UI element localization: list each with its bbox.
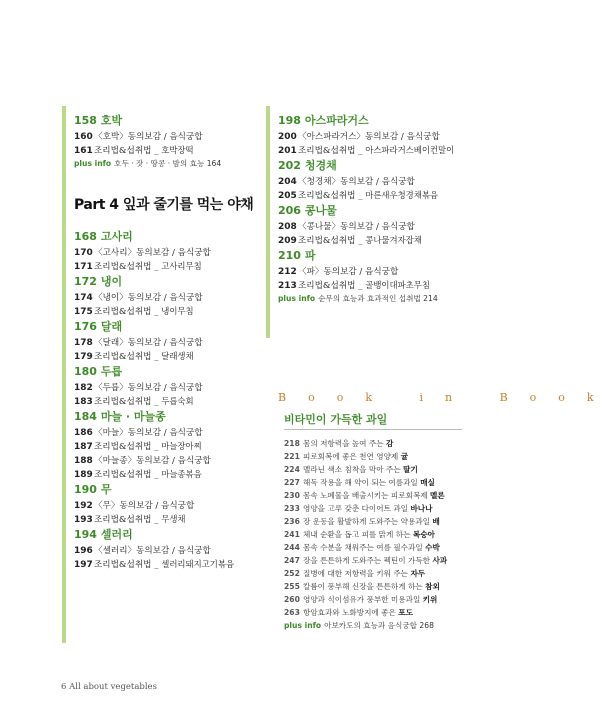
section-title: 아스파라거스	[304, 114, 369, 127]
section-page-number: 176	[74, 320, 97, 333]
fruit-page-number: 224	[284, 465, 300, 474]
entry-text: 조리법&섭취법 _	[94, 352, 162, 362]
entry-page-number: 213	[278, 281, 297, 291]
entry-page-number: 170	[74, 248, 93, 258]
fruit-description: 해독 작용을 해 약이 되는 여름과일	[303, 478, 421, 487]
book-in-book-list	[284, 437, 464, 632]
entry-text: 조리법&섭취법 _	[298, 146, 366, 156]
entry-text: 조리법&섭취법 _	[94, 560, 162, 570]
toc-entry	[74, 543, 262, 557]
entry-text: 〈마늘〉동의보감 / 음식궁합	[94, 428, 203, 438]
entry-page-number: 192	[74, 501, 93, 511]
fruit-description: 피로회복에 좋은 천연 영양제	[303, 452, 401, 461]
toc-section	[266, 202, 466, 247]
toc-entry	[278, 278, 466, 292]
entry-page-number: 187	[74, 442, 93, 452]
entry-text: 조리법&섭취법 _	[298, 236, 366, 246]
entry-page-number: 201	[278, 146, 297, 156]
fruit-name: 배	[432, 517, 440, 526]
entry-recipe-name: 무생채	[161, 514, 186, 524]
entry-text: 〈무〉동의보감 / 음식궁합	[94, 501, 195, 511]
fruit-description: 멜라닌 색소 침착을 막아 주는	[303, 465, 404, 474]
fruit-entry	[284, 541, 464, 554]
toc-section	[62, 318, 262, 363]
section-title: 고사리	[100, 230, 133, 243]
entry-recipe-name: 두릅숙회	[161, 396, 194, 406]
fruit-page-number: 221	[284, 452, 300, 461]
entry-page-number: 204	[278, 177, 297, 187]
section-heading	[278, 157, 466, 171]
toc-section	[266, 157, 466, 202]
section-title: 무	[100, 483, 112, 496]
section-page-number: 210	[278, 249, 301, 262]
book-in-book-plus-info	[284, 619, 464, 632]
fruit-description: 장을 튼튼하게 도와주는 펙틴이 가득한	[303, 556, 433, 565]
fruit-description: 영양을 고루 갖춘 다이어트 과일	[303, 504, 411, 513]
plus-info-tag: plus info	[284, 621, 322, 630]
entry-text: 〈셀러리〉동의보감 / 음식궁합	[94, 546, 211, 556]
fruit-description: 칼륨이 풍부해 신장을 튼튼하게 하는	[303, 582, 426, 591]
entry-text: 〈청경채〉동의보감 / 음식궁합	[298, 177, 415, 187]
entry-page-number: 196	[74, 546, 93, 556]
left-column	[62, 112, 262, 571]
fruit-name: 바나나	[410, 504, 433, 513]
toc-entry	[278, 233, 466, 247]
entry-text: 조리법&섭취법 _	[94, 515, 162, 525]
toc-entry	[74, 259, 262, 273]
entry-recipe-name: 셀러리돼지고기볶음	[161, 559, 235, 569]
fruit-page-number: 241	[284, 530, 300, 539]
fruit-description: 질병에 대한 저항력을 키워 주는	[303, 569, 411, 578]
fruit-description: 항암효과와 노화방지에 좋은	[303, 608, 399, 617]
entry-page-number: 208	[278, 222, 297, 232]
fruit-description: 체내 순환을 돕고 피를 맑게 하는	[303, 530, 413, 539]
plus-info-tag: plus info	[74, 159, 112, 168]
section-page-number: 172	[74, 275, 97, 288]
entry-page-number: 188	[74, 456, 93, 466]
entry-page-number: 171	[74, 262, 93, 272]
toc-entry	[278, 143, 466, 157]
entry-page-number: 209	[278, 236, 297, 246]
toc-entry	[74, 129, 262, 143]
entry-text: 조리법&섭취법 _	[94, 470, 162, 480]
entry-recipe-name: 고사리무침	[161, 261, 202, 271]
entry-text: 조리법&섭취법 _	[298, 281, 366, 291]
toc-entry	[74, 245, 262, 259]
toc-entry	[278, 174, 466, 188]
plus-info-tag: plus info	[278, 294, 316, 303]
section-heading	[278, 202, 466, 216]
fruit-page-number: 260	[284, 595, 300, 604]
entry-page-number: 197	[74, 560, 93, 570]
fruit-page-number: 227	[284, 478, 300, 487]
fruit-page-number: 247	[284, 556, 300, 565]
toc-entry	[74, 557, 262, 571]
entry-page-number: 205	[278, 191, 297, 201]
fruit-entry	[284, 528, 464, 541]
section-heading	[74, 228, 262, 242]
entry-text: 조리법&섭취법 _	[94, 307, 162, 317]
fruit-page-number: 230	[284, 491, 300, 500]
fruit-description: 몸속 노폐물을 배출시키는 피로회복제	[303, 491, 431, 500]
fruit-description: 몸의 저항력을 높여 주는	[303, 439, 387, 448]
section-title: 마늘 · 마늘종	[100, 410, 166, 423]
toc-entry	[74, 143, 262, 157]
entry-text: 〈냉이〉동의보감 / 음식궁합	[94, 293, 203, 303]
part-title: Part 4 잎과 줄기를 먹는 야채	[74, 197, 254, 213]
entry-recipe-name: 콩나물겨자잡채	[365, 235, 422, 245]
toc-entry	[74, 394, 262, 408]
plus-info-text: 순무의 효능과 효과적인 섭취법 214	[318, 294, 438, 303]
entry-recipe-name: 마늘장아찌	[161, 441, 202, 451]
entry-text: 〈두릅〉동의보감 / 음식궁합	[94, 383, 203, 393]
toc-entry	[74, 335, 262, 349]
plus-info-text: 호두 · 잣 · 땅콩 · 밤의 효능 164	[114, 159, 222, 168]
entry-text: 조리법&섭취법 _	[94, 262, 162, 272]
entry-page-number: 174	[74, 293, 93, 303]
toc-entry	[74, 425, 262, 439]
fruit-name: 귤	[400, 452, 409, 461]
section-page-number: 206	[278, 204, 301, 217]
section-title: 두릅	[100, 365, 123, 378]
toc-section	[62, 112, 262, 157]
section-title: 달래	[100, 320, 123, 333]
section-heading	[74, 526, 262, 540]
section-title: 파	[304, 249, 316, 262]
toc-section	[62, 408, 262, 481]
fruit-name: 딸기	[403, 465, 418, 474]
section-heading	[278, 247, 466, 261]
fruit-entry	[284, 463, 464, 476]
toc-section	[266, 247, 466, 292]
section-title: 호박	[100, 114, 123, 127]
left-plus-info	[62, 157, 262, 170]
toc-entry	[74, 512, 262, 526]
fruit-entry	[284, 489, 464, 502]
toc-entry	[74, 349, 262, 363]
toc-entry	[278, 219, 466, 233]
section-page-number: 158	[74, 114, 97, 127]
toc-entry	[74, 467, 262, 481]
entry-recipe-name: 달래생채	[161, 351, 194, 361]
fruit-name: 키위	[422, 595, 438, 604]
section-page-number: 184	[74, 410, 97, 423]
toc-entry	[74, 439, 262, 453]
fruit-page-number: 218	[284, 439, 300, 448]
left-sections-b	[62, 228, 262, 571]
toc-section	[266, 112, 466, 157]
entry-text: 〈파〉동의보감 / 음식궁합	[298, 267, 399, 277]
entry-page-number: 178	[74, 338, 93, 348]
fruit-entry	[284, 437, 464, 450]
section-heading	[74, 363, 262, 377]
entry-page-number: 200	[278, 132, 297, 142]
page-footer: 6 All about vegetables	[61, 682, 157, 692]
right-plus-info	[266, 292, 466, 305]
fruit-entry	[284, 554, 464, 567]
entry-page-number: 183	[74, 397, 93, 407]
toc-section	[62, 481, 262, 526]
entry-page-number: 186	[74, 428, 93, 438]
fruit-name: 감	[386, 439, 394, 448]
toc-entry	[74, 498, 262, 512]
section-heading	[74, 112, 262, 126]
fruit-page-number: 263	[284, 608, 300, 617]
fruit-page-number: 244	[284, 543, 300, 552]
right-column	[266, 112, 466, 305]
section-title: 셀러리	[100, 528, 133, 541]
toc-entry	[278, 264, 466, 278]
fruit-name: 자두	[410, 569, 426, 578]
entry-recipe-name: 냉이무침	[161, 306, 194, 316]
fruit-name: 사과	[432, 556, 448, 565]
section-page-number: 190	[74, 483, 97, 496]
fruit-page-number: 255	[284, 582, 300, 591]
entry-text: 조리법&섭취법 _	[94, 397, 162, 407]
fruit-entry	[284, 450, 464, 463]
fruit-name: 수박	[425, 543, 440, 552]
fruit-entry	[284, 580, 464, 593]
right-sections	[266, 112, 466, 292]
entry-text: 조리법&섭취법 _	[94, 442, 162, 452]
entry-text: 조리법&섭취법 _	[94, 146, 162, 156]
toc-section	[62, 526, 262, 571]
entry-text: 〈콩나물〉동의보감 / 음식궁합	[298, 222, 415, 232]
fruit-entry	[284, 606, 464, 619]
fruit-name: 매실	[420, 478, 435, 487]
fruit-name: 포도	[398, 608, 413, 617]
entry-page-number: 160	[74, 132, 93, 142]
entry-recipe-name: 아스파라거스베이컨말이	[365, 145, 455, 155]
entry-recipe-name: 골뱅이대파초무침	[365, 280, 430, 290]
toc-entry	[74, 453, 262, 467]
fruit-description: 몸속 수분을 채워주는 여름 필수과일	[303, 543, 426, 552]
entry-text: 〈아스파라거스〉동의보감 / 음식궁합	[298, 132, 440, 142]
section-title: 청경채	[304, 159, 337, 172]
book-in-book-subtitle: 비타민이 가득한 과일	[284, 413, 388, 426]
entry-recipe-name: 마늘종볶음	[161, 469, 202, 479]
section-page-number: 168	[74, 230, 97, 243]
entry-text: 〈마늘종〉동의보감 / 음식궁합	[94, 456, 211, 466]
section-heading	[74, 273, 262, 287]
section-page-number: 180	[74, 365, 97, 378]
entry-page-number: 182	[74, 383, 93, 393]
toc-section	[62, 363, 262, 408]
book-in-book-divider	[284, 429, 462, 430]
fruit-page-number: 236	[284, 517, 300, 526]
entry-page-number: 175	[74, 307, 93, 317]
toc-entry	[74, 304, 262, 318]
toc-entry	[278, 188, 466, 202]
fruit-entry	[284, 567, 464, 580]
book-in-book-title: Book in Book	[278, 391, 616, 404]
entry-text: 〈고사리〉동의보감 / 음식궁합	[94, 248, 211, 258]
section-heading	[74, 481, 262, 495]
section-heading	[74, 408, 262, 422]
plus-info-text: 아보카도의 효능과 음식궁합 268	[324, 621, 434, 630]
toc-section	[62, 273, 262, 318]
section-title: 냉이	[100, 275, 123, 288]
entry-page-number: 189	[74, 470, 93, 480]
section-page-number: 198	[278, 114, 301, 127]
entry-page-number: 179	[74, 352, 93, 362]
entry-text: 〈호박〉동의보감 / 음식궁합	[94, 132, 203, 142]
entry-page-number: 161	[74, 146, 93, 156]
fruit-description: 장 운동을 활발하게 도와주는 약용과일	[303, 517, 433, 526]
toc-section	[62, 228, 262, 273]
toc-entry	[74, 290, 262, 304]
section-page-number: 202	[278, 159, 301, 172]
entry-recipe-name: 호박장떡	[161, 145, 194, 155]
fruit-name: 참외	[425, 582, 440, 591]
fruit-page-number: 233	[284, 504, 300, 513]
section-title: 콩나물	[304, 204, 337, 217]
toc-entry	[74, 380, 262, 394]
fruit-entry	[284, 502, 464, 515]
fruit-page-number: 252	[284, 569, 300, 578]
toc-entry	[278, 129, 466, 143]
section-heading	[74, 318, 262, 332]
entry-recipe-name: 마른새우청경채볶음	[365, 190, 439, 200]
fruit-name: 멜론	[430, 491, 445, 500]
section-page-number: 194	[74, 528, 97, 541]
entry-page-number: 193	[74, 515, 93, 525]
entry-text: 〈달래〉동의보감 / 음식궁합	[94, 338, 203, 348]
fruit-entry	[284, 476, 464, 489]
left-sections-a	[62, 112, 262, 157]
fruit-description: 영양과 식이섬유가 풍부한 미용과일	[303, 595, 423, 604]
fruit-name: 복숭아	[412, 530, 435, 539]
fruit-entry	[284, 515, 464, 528]
entry-text: 조리법&섭취법 _	[298, 191, 366, 201]
section-heading	[278, 112, 466, 126]
fruit-entry	[284, 593, 464, 606]
entry-page-number: 212	[278, 267, 297, 277]
